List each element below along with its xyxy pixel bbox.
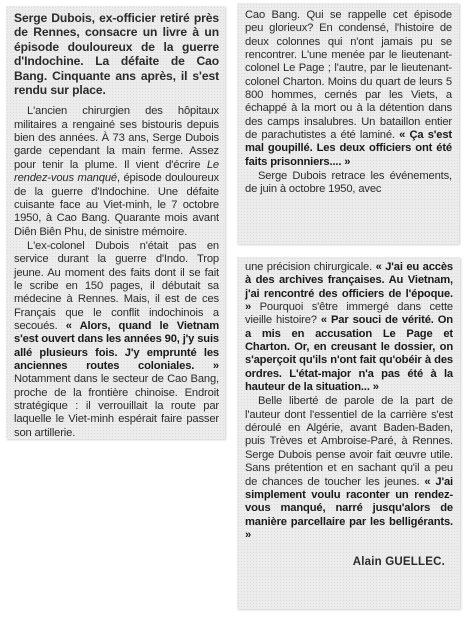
- article-clipping-bottom-right: [237, 257, 460, 609]
- pull-quote: « Par souci de vérité. On a mis en accusation Le Page et Charton. Or, en creusant le dossier, on s'aperçoit qu'ils n'ont fait qu'obéir à des ordres. L'état-major n'a pas été à la hauteur de la situation... »: [245, 314, 453, 394]
- paragraph-text: Notamment dans le secteur de Cao Bang, proche de la frontière chinoise. Endroit stratégique : il verrouillait la route par laquelle le Viet-minh espérait faire passer son artillerie.: [14, 373, 219, 439]
- paragraph-text: Pourquoi s'être immergé dans cette vieille histoire?: [245, 301, 453, 327]
- pull-quote: « Ça s'est mal goupillé. Les deux officiers ont été faits prisonniers.... »: [245, 129, 452, 168]
- article-paragraph-2: [14, 240, 219, 440]
- paragraph-text: Belle liberté de parole de la part de l'auteur dont l'essentiel de la carrière s'est déroulé en Algérie, avant Baden-Baden, puis Trèves et Ambroise-Paré, à Rennes. Serge Dubois pense avoir fait œuvre utile. Sans prétention et en sachant qu'il a peu de chances de toucher les jeunes.: [245, 395, 453, 488]
- article-paragraph-5: [245, 261, 453, 394]
- pull-quote: « J'ai simplement voulu raconter un rendez-vous manqué, narré jusqu'alors de manière parcellaire par les belligérants. »: [245, 475, 453, 541]
- paragraph-text: L'ancien chirurgien des hôpitaux militaires a rengainé ses bistouris depuis bien des années. À 73 ans, Serge Dubois garde cependant la main ferme. Assez pour tenir la plume. Il vient d'écrire: [14, 105, 219, 171]
- author-signature: Alain GUELLEC.: [352, 556, 445, 569]
- paragraph-text: L'ex-colonel Dubois n'était pas en service durant la guerre d'Indo. Trop jeune. Au moment des faits dont il se fait le scribe en 150 pages, il débutait sa médecine à Rennes. Mais, il est de ces Français que le conflit indochinois a secoués.: [14, 239, 219, 332]
- article-paragraph-4: Serge Dubois retrace les événements, de juin à octobre 1950, avec: [245, 170, 452, 196]
- article-lede: Serge Dubois, ex-officier retiré près de Rennes, consacre un livre à un épisode douloureux de la guerre d'Indochine. La défaite de Cao Bang. Cinquante ans après, il s'est rendu sur place.: [14, 11, 219, 98]
- book-title: Le rendez-vous manqué: [14, 158, 219, 185]
- article-paragraph-3: [245, 9, 452, 169]
- article-clipping-top-right: [237, 3, 459, 244]
- paragraph-text: une précision chirurgicale.: [245, 261, 376, 273]
- paragraph-text: Cao Bang. Qui se rappelle cet épisode peu glorieux? En condensé, l'histoire de deux colonnes qui n'ont jamais pu se rencontrer. L'une menée par le lieutenant-colonel Le Page ; l'autre, par le lieutenant-colonel Charton. Moins du quart de leurs 5 800 hommes, cernés par les Viets, a échappé à la mort ou à la détention dans des camps insalubres. Un bataillon entier de parachutistes a été laminé.: [245, 9, 452, 142]
- article-paragraph-1: [14, 105, 219, 238]
- pull-quote: « J'ai eu accès à des archives françaises. Au Vietnam, j'ai rencontré des officiers de l'époque. »: [245, 261, 453, 314]
- paragraph-text: , épisode douloureux de la guerre d'Indochine. Une défaite cuisante face au Viet-minh, le 7 octobre 1950, à Cao Bang. Quarante mois avant Diên Biên Phu, de sinistre mémoire.: [14, 172, 220, 238]
- article-clipping-left: [6, 6, 225, 439]
- article-paragraph-6: [245, 395, 453, 542]
- pull-quote: « Alors, quand le Vietnam s'est ouvert dans les années 90, j'y suis allé plusieurs fois. J'y emprunté les anciennes routes coloniales. »: [14, 319, 219, 372]
